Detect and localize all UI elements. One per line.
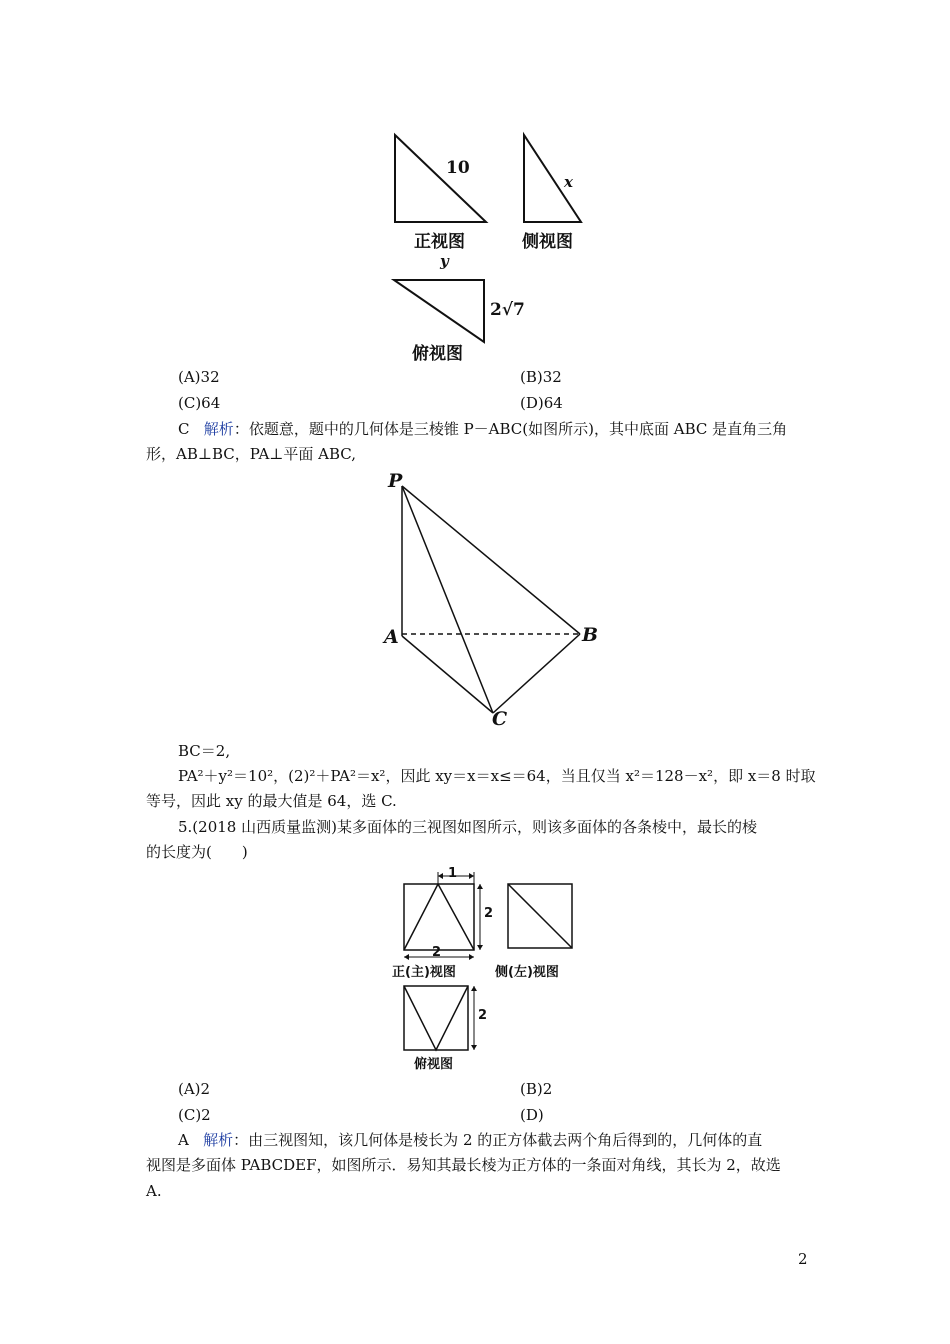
top-edge-height-label: 2√7 (490, 300, 525, 320)
dim-right-label: 2 (484, 906, 494, 921)
q5-answer: A (178, 1131, 189, 1149)
main-equation-line-1: PA²＋y²＝10²，(2)²＋PA²＝x²，因此 xy＝x＝x≤＝64，当且仅当 x²＝128－x²，即 x＝8 时取 (178, 767, 816, 785)
q5-stem-line-2: 的长度为( ) (146, 843, 248, 861)
vertex-b: B (582, 624, 599, 646)
bc-equation: BC＝2, (178, 742, 231, 760)
pyramid-figure (380, 468, 610, 733)
front-main-view-label: 正(主)视图 (392, 965, 456, 980)
q5-solution-line-3: A. (146, 1182, 162, 1200)
q5-option-c: (C)2 (178, 1106, 211, 1124)
q4-option-a: (A)32 (178, 368, 220, 386)
q4-solution-text-1: ：依题意，题中的几何体是三棱锥 P－ABC(如图所示)，其中底面 ABC 是直角三角 (233, 420, 788, 438)
q5-solution-line-2: 视图是多面体 PABCDEF，如图所示．易知其最长棱为正方体的一条面对角线，其长为 2，故选 (146, 1156, 781, 1174)
q4-option-d: (D)64 (520, 394, 563, 412)
vertex-p: P (388, 470, 403, 492)
page-number: 2 (798, 1250, 808, 1268)
q5-solution-line-1 (178, 1129, 762, 1151)
vertex-c: C (492, 708, 508, 730)
side-view-label: 侧视图 (522, 232, 573, 252)
q4-solution-line-1 (178, 418, 787, 440)
q5-option-b: (B)2 (520, 1080, 553, 1098)
vertex-a: A (384, 626, 399, 648)
top-view-label-2: 俯视图 (414, 1057, 454, 1072)
dim-top-view-label: 2 (478, 1008, 488, 1023)
side-edge-label: x (564, 173, 573, 191)
dim-bottom-label: 2 (432, 945, 442, 960)
q4-solution-label: 解析 (203, 420, 234, 438)
q5-solution-label: 解析 (203, 1131, 234, 1149)
q4-solution-line-2: 形，AB⊥BC，PA⊥平面 ABC, (146, 445, 357, 463)
q4-option-b: (B)32 (520, 368, 562, 386)
front-view-triangle (395, 135, 486, 222)
front-edge-label: 10 (446, 158, 470, 178)
top-view-label: 俯视图 (412, 344, 463, 364)
q5-option-a: (A)2 (178, 1080, 211, 1098)
side-left-view-label: 侧(左)视图 (495, 965, 559, 980)
q5-solution-text-1: ：由三视图知，该几何体是棱长为 2 的正方体截去两个角后得到的，几何体的直 (233, 1131, 763, 1149)
dim-top-label: 1 (448, 866, 458, 881)
q4-answer: C (178, 420, 190, 438)
top-edge-y-label: y (440, 252, 449, 270)
top-view-triangle (394, 280, 484, 342)
front-view-label: 正视图 (414, 232, 465, 252)
q5-stem-line-1: 5.(2018 山西质量监测)某多面体的三视图如图所示，则该多面体的各条棱中，最长的棱 (178, 818, 757, 836)
q4-option-c: (C)64 (178, 394, 221, 412)
q5-option-d: (D) (520, 1106, 544, 1124)
main-equation-line-2: 等号，因此 xy 的最大值是 64，选 C. (146, 792, 397, 810)
